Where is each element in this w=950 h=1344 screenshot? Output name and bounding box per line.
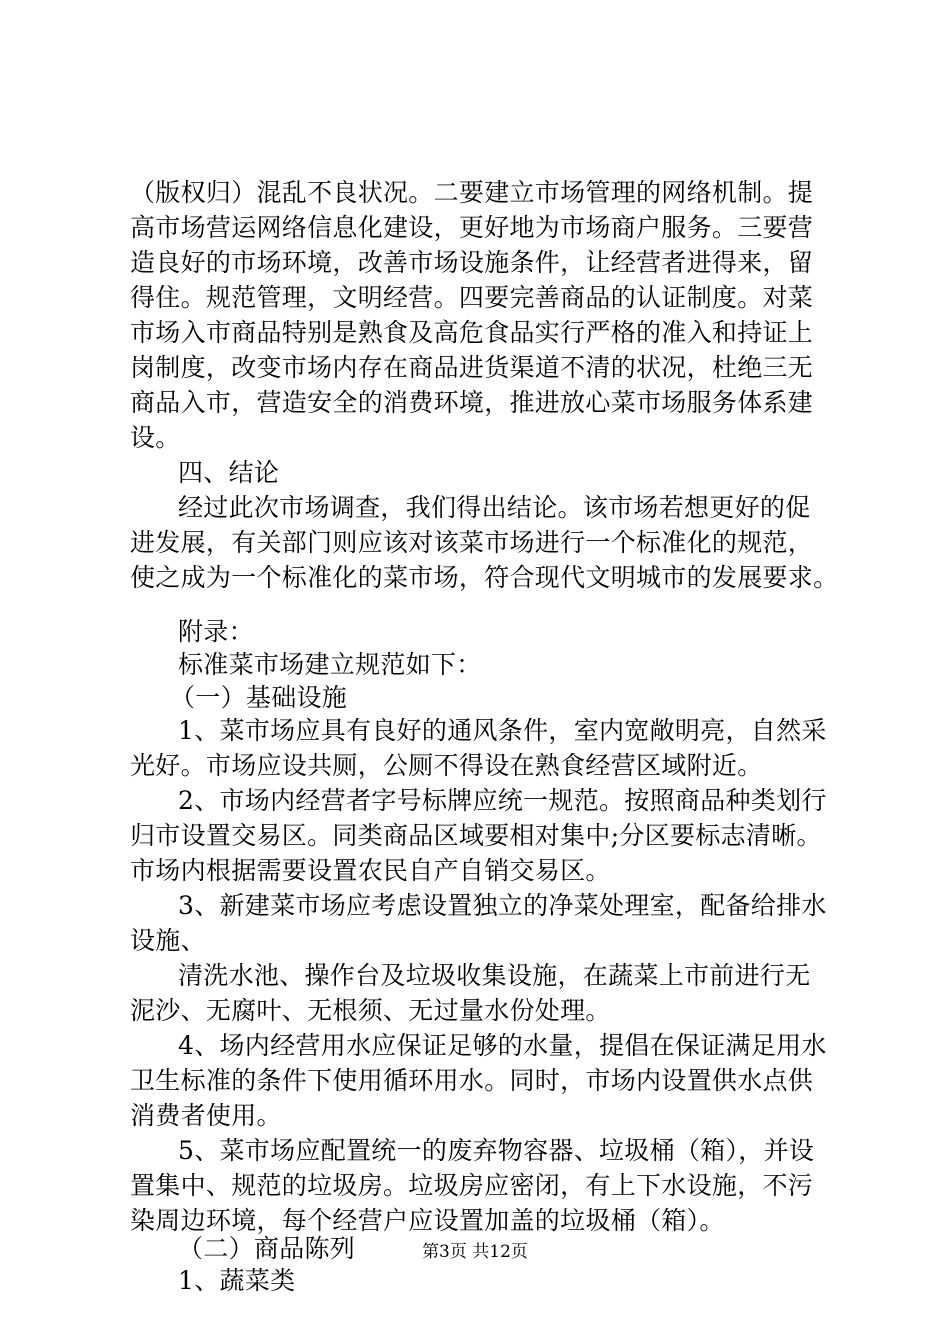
text-line: 1、蔬菜类 — [178, 1266, 296, 1295]
page-footer: 第3页 共12页 — [422, 1242, 528, 1262]
text-line: 设。 — [130, 423, 181, 452]
text-line: 使之成为一个标准化的菜市场，符合现代文明城市的发展要求。 — [130, 563, 839, 592]
text-line: 高市场营运网络信息化建设，更好地为市场商户服务。三要营 — [130, 213, 814, 242]
text-line: 卫生标准的条件下使用循环用水。同时，市场内设置供水点供 — [130, 1066, 814, 1095]
text-line: 得住。规范管理，文明经营。四要完善商品的认证制度。对菜 — [130, 283, 814, 312]
text-line: 染周边环境，每个经营户应设置加盖的垃圾桶（箱）。 — [130, 1206, 725, 1235]
text-line: 商品入市，营造安全的消费环境，推进放心菜市场服务体系建 — [130, 388, 814, 417]
text-line: 经过此次市场调查，我们得出结论。该市场若想更好的促 — [178, 493, 811, 522]
text-line: 市场入市商品特别是熟食及高危食品实行严格的准入和持证上 — [130, 318, 814, 347]
text-line: 3、新建菜市场应考虑设置独立的净菜处理室，配备给排水 — [178, 891, 827, 920]
text-line: （一）基础设施 — [170, 683, 348, 712]
text-line: 清洗水池、操作台及垃圾收集设施，在蔬菜上市前进行无 — [178, 961, 811, 990]
text-line: 市场内根据需要设置农民自产自销交易区。 — [130, 856, 611, 885]
text-line: 造良好的市场环境，改善市场设施条件，让经营者进得来，留 — [130, 248, 814, 277]
text-line: 5、菜市场应配置统一的废弃物容器、垃圾桶（箱），并设 — [178, 1136, 815, 1165]
text-line: 光好。市场应设共厕，公厕不得设在熟食经营区域附近。 — [130, 751, 763, 780]
text-line: 归市设置交易区。同类商品区域要相对集中;分区要标志清晰。 — [130, 821, 822, 850]
text-line: 泥沙、无腐叶、无根须、无过量水份处理。 — [130, 996, 611, 1025]
text-line: 消费者使用。 — [130, 1101, 282, 1130]
text-line: 4、场内经营用水应保证足够的水量，提倡在保证满足用水 — [178, 1031, 827, 1060]
text-line: 2、市场内经营者字号标牌应统一规范。按照商品种类划行 — [178, 786, 827, 815]
text-line: 进发展，有关部门则应该对该菜市场进行一个标准化的规范， — [130, 528, 814, 557]
text-line: 设施、 — [130, 926, 206, 955]
text-line: （二）商品陈列 — [178, 1234, 356, 1263]
text-line: 1、菜市场应具有良好的通风条件，室内宽敞明亮，自然采 — [178, 716, 827, 745]
text-line: （版权归）混乱不良状况。二要建立市场管理的网络机制。提 — [130, 178, 814, 207]
text-line: 标准菜市场建立规范如下： — [178, 650, 482, 679]
text-line: 置集中、规范的垃圾房。垃圾房应密闭，有上下水设施，不污 — [130, 1171, 814, 1200]
text-line: 岗制度，改变市场内存在商品进货渠道不清的状况，杜绝三无 — [130, 353, 814, 382]
text-line: 四、结论 — [178, 458, 280, 487]
text-line: 附录： — [178, 617, 254, 646]
